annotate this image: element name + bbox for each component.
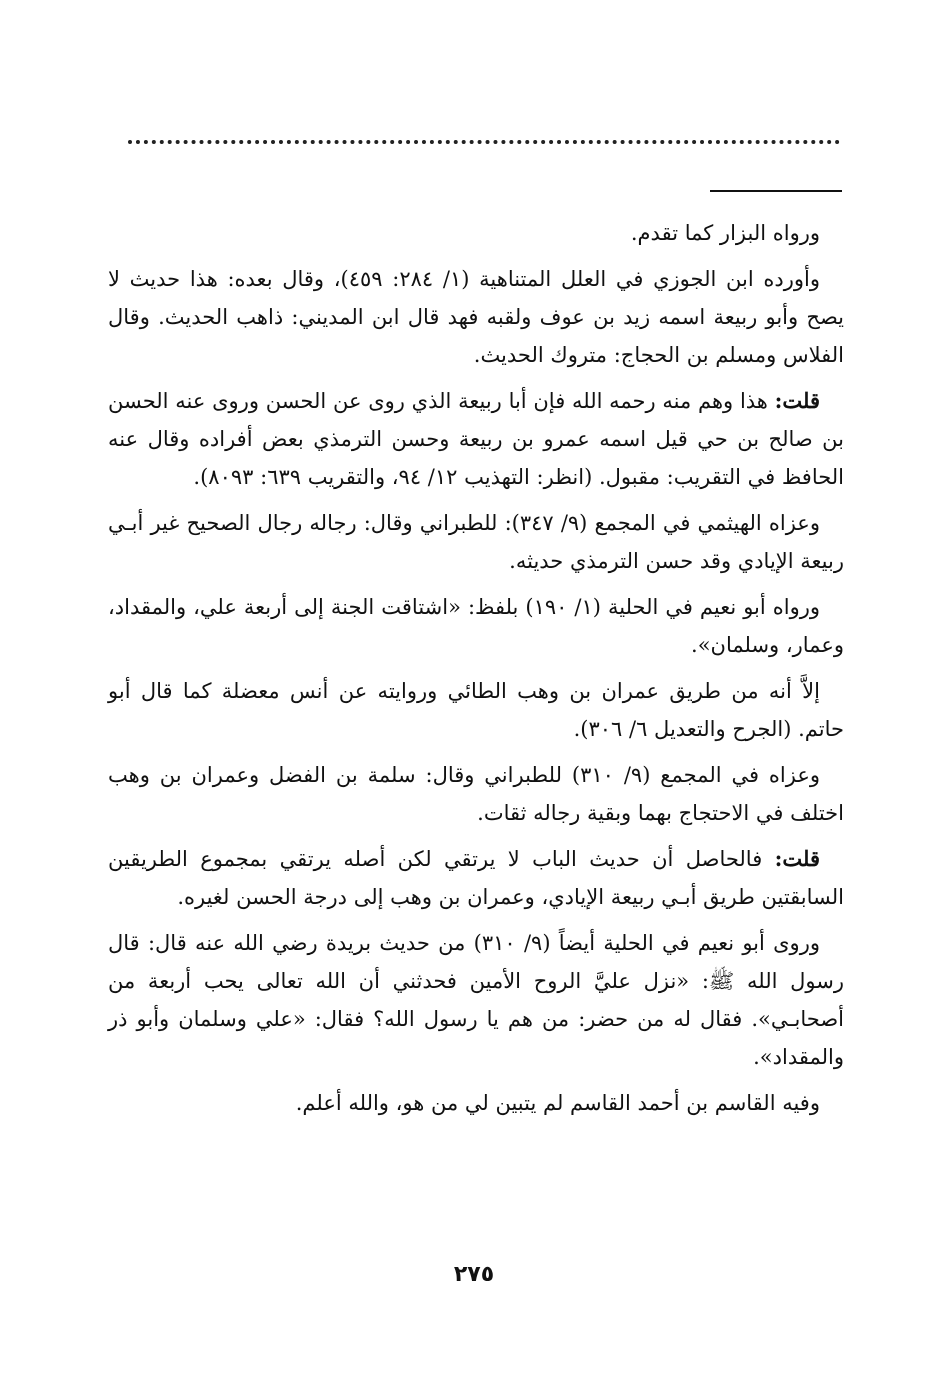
paragraph-4	[108, 504, 844, 580]
paragraph-text: وعزاه في المجمع (٩/ ٣١٠) للطبراني وقال: سلمة بن الفضل وعمران بن وهب اختلف في الاحتجاج بهما وبقية رجاله ثقات.	[108, 763, 844, 825]
paragraph-text: ورواه البزار كما تقدم.	[630, 221, 820, 245]
footnote-rule	[710, 190, 842, 192]
paragraph-lead: قلت:	[774, 846, 820, 871]
paragraph-10	[108, 1084, 844, 1122]
paragraph-text: إلاَّ أنه من طريق عمران بن وهب الطائي وروايته عن أنس معضلة كما قال أبو حاتم. (الجرح والتعديل ٦/ ٣٠٦).	[108, 679, 844, 741]
footnote-text	[108, 214, 844, 1130]
dotted-separator	[128, 140, 840, 144]
paragraph-2	[108, 260, 844, 374]
paragraph-7	[108, 756, 844, 832]
paragraph-text: وروى أبو نعيم في الحلية أيضاً (٩/ ٣١٠) من حديث بريدة رضي الله عنه قال: قال رسول الله ﷺ: «نزل عليَّ الروح الأمين فحدثني أن الله تعالى يحب أربعة من أصحابـي». فقال له من حضر: من هم يا رسول الله؟ فقال: «علي وسلمان وأبو ذر والمقداد».	[108, 931, 844, 1069]
paragraph-5	[108, 588, 844, 664]
paragraph-9	[108, 924, 844, 1076]
paragraph-6	[108, 672, 844, 748]
paragraph-lead: قلت:	[774, 388, 820, 413]
paragraph-text: فالحاصل أن حديث الباب لا يرتقي لكن أصله يرتقي بمجموع الطريقين السابقتين طريق أبـي ربيعة الإيادي، وعمران بن وهب إلى درجة الحسن لغيره.	[108, 847, 844, 909]
page-number: ٢٧٥	[453, 1262, 495, 1287]
paragraph-text: وعزاه الهيثمي في المجمع (٩/ ٣٤٧): للطبراني وقال: رجاله رجال الصحيح غير أبـي ربيعة الإيادي وقد حسن الترمذي حديثه.	[108, 511, 844, 573]
paragraph-text: ورواه أبو نعيم في الحلية (١/ ١٩٠) بلفظ: «اشتاقت الجنة إلى أربعة علي، والمقداد، وعمار، وسلمان».	[108, 595, 844, 657]
paragraph-8	[108, 840, 844, 916]
paragraph-text: وفيه القاسم بن أحمد القاسم لم يتبين لي من هو، والله أعلم.	[295, 1091, 820, 1115]
paragraph-text: وأورده ابن الجوزي في العلل المتناهية (١/ ٢٨٤: ٤٥٩)، وقال بعده: هذا حديث لا يصح وأبو ربيعة اسمه زيد بن عوف ولقبه فهد قال ابن المديني: ذاهب الحديث. وقال الفلاس ومسلم بن الحجاج: متروك الحديث.	[108, 267, 844, 367]
paragraph-1	[108, 214, 844, 252]
paragraph-3	[108, 382, 844, 496]
paragraph-text: هذا وهم منه رحمه الله فإن أبا ربيعة الذي روى عن الحسن وروى عنه الحسن بن صالح بن حي قيل اسمه عمرو بن ربيعة وحسن الترمذي بعض أفراده وقال عنه الحافظ في التقريب: مقبول. (انظر: التهذيب ١٢/ ٩٤، والتقريب ٦٣٩: ٨٠٩٣).	[108, 389, 844, 489]
